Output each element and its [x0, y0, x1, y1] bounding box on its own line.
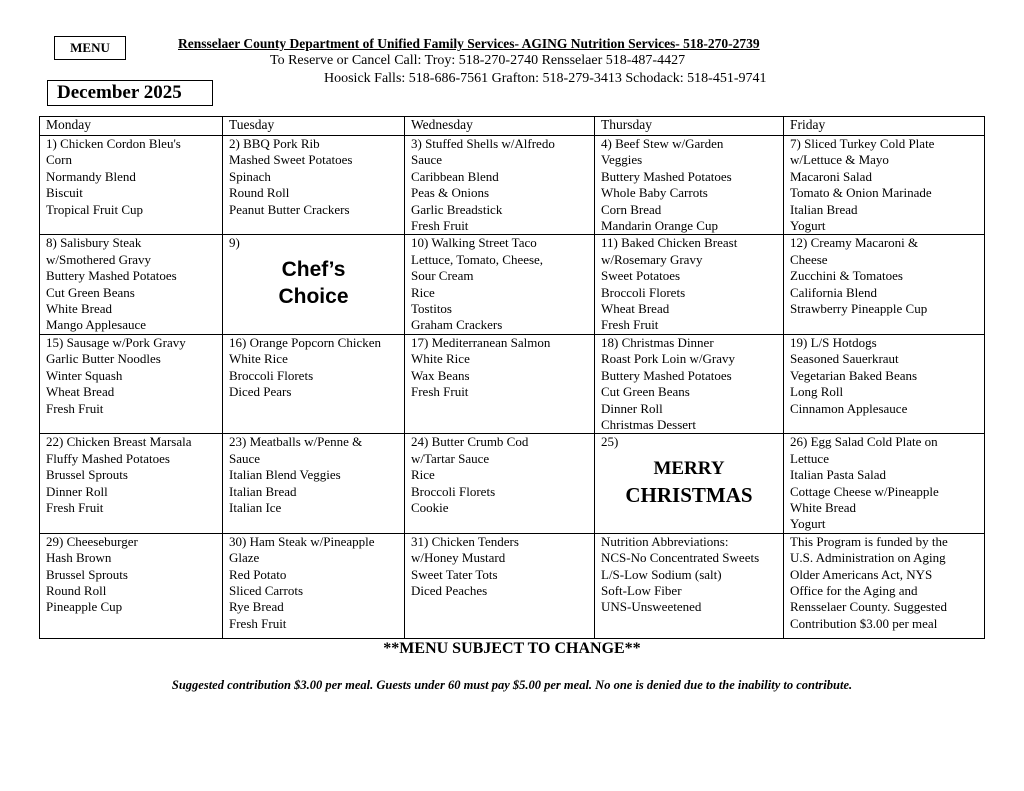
menu-item-line: 7) Sliced Turkey Cold Plate: [790, 136, 935, 151]
day-cell: [223, 136, 405, 235]
menu-item-line: Wheat Bread: [601, 301, 670, 317]
menu-item-line: Broccoli Florets: [229, 367, 314, 383]
menu-item-line: White Rice: [229, 351, 288, 367]
menu-item-line: Buttery Mashed Potatoes: [601, 168, 732, 184]
menu-item-line: Brussel Sprouts: [46, 467, 128, 483]
day-cell: [40, 533, 223, 638]
day-cell: [595, 434, 784, 533]
menu-item-line: Buttery Mashed Potatoes: [46, 268, 177, 284]
chefs-choice-line: Chef’s: [281, 257, 346, 281]
menu-item-line: Sweet Potatoes: [601, 268, 681, 284]
day-cell: [784, 334, 985, 433]
menu-item-line: 10) Walking Street Taco: [411, 235, 537, 251]
week-row: [40, 434, 985, 533]
day-cell: [40, 334, 223, 433]
menu-item-line: Glaze: [229, 550, 260, 566]
menu-item-line: Veggies: [601, 152, 643, 168]
menu-item-line: 19) L/S Hotdogs: [790, 334, 877, 350]
day-cell: [405, 434, 595, 533]
menu-item-line: w/Tartar Sauce: [411, 450, 490, 466]
menu-item-line: Biscuit: [46, 185, 83, 201]
chefs-choice-label: [229, 256, 404, 310]
menu-item-line: w/Smothered Gravy: [46, 251, 152, 267]
menu-item-line: Broccoli Florets: [411, 483, 496, 499]
menu-item-line: w/Honey Mustard: [411, 550, 506, 566]
menu-item-line: Caribbean Blend: [411, 168, 499, 184]
menu-item-line: Normandy Blend: [46, 168, 136, 184]
menu-calendar: [39, 116, 985, 639]
menu-item-line: 18) Christmas Dinner: [601, 334, 714, 350]
merry-christmas-line: CHRISTMAS: [625, 482, 753, 507]
chefs-choice-line: Choice: [278, 284, 349, 308]
menu-item-line: Cookie: [411, 499, 449, 515]
menu-item-line: Mashed Sweet Potatoes: [229, 152, 353, 168]
menu-item-line: Macaroni Salad: [790, 168, 872, 184]
menu-item-line: 15) Sausage w/Pork Gravy: [46, 334, 186, 350]
menu-item-line: Cinnamon Applesauce: [790, 400, 908, 416]
menu-item-line: Seasoned Sauerkraut: [790, 351, 899, 367]
menu-item-line: Italian Bread: [229, 483, 297, 499]
menu-item-line: L/S-Low Sodium (salt): [601, 566, 722, 582]
menu-item-line: White Bread: [790, 499, 857, 515]
contribution-footer: Suggested contribution $3.00 per meal. Guests under 60 must pay $5.00 per meal. No one is denied due to the inability to contribute.: [171, 678, 853, 692]
menu-item-line: Corn: [46, 152, 72, 168]
day-cell: [223, 235, 405, 334]
menu-item-line: Tropical Fruit Cup: [46, 201, 144, 217]
weekday-wednesday: Wednesday: [405, 117, 595, 136]
menu-item-line: 30) Ham Steak w/Pineapple: [229, 533, 375, 549]
menu-item-line: 8) Salisbury Steak: [46, 235, 142, 251]
menu-item-line: Sour Cream: [411, 268, 474, 284]
menu-item-line: 26) Egg Salad Cold Plate on: [790, 434, 938, 450]
menu-item-line: This Program is funded by the: [790, 533, 948, 549]
day-cell: [405, 235, 595, 334]
menu-item-line: Christmas Dessert: [601, 416, 696, 432]
day-cell: [223, 533, 405, 638]
menu-item-line: Italian Pasta Salad: [790, 467, 887, 483]
menu-item-line: Strawberry Pineapple Cup: [790, 301, 928, 317]
menu-item-line: Roast Pork Loin w/Gravy: [601, 351, 735, 367]
menu-item-line: Wheat Bread: [46, 384, 115, 400]
day-cell: [223, 434, 405, 533]
menu-item-line: Lettuce, Tomato, Cheese,: [411, 251, 544, 267]
merry-christmas-line: MERRY: [653, 457, 725, 479]
menu-item-line: 29) Cheeseburger: [46, 533, 138, 549]
menu-item-line: Dinner Roll: [46, 483, 108, 499]
day-cell: [595, 334, 784, 433]
day-cell: [595, 533, 784, 638]
menu-item-line: Yogurt: [790, 516, 826, 532]
menu-label: MENU: [54, 36, 126, 60]
day-cell: [784, 136, 985, 235]
menu-item-line: w/Lettuce & Mayo: [790, 152, 889, 168]
merry-christmas-label: [601, 455, 783, 509]
menu-item-line: White Rice: [411, 351, 470, 367]
menu-item-line: Peanut Butter Crackers: [229, 201, 350, 217]
day-cell: [223, 334, 405, 433]
day-cell: [784, 235, 985, 334]
menu-item-line: Nutrition Abbreviations:: [601, 533, 729, 549]
menu-item-line: Whole Baby Carrots: [601, 185, 708, 201]
menu-item-line: Winter Squash: [46, 367, 123, 383]
week-row: [40, 533, 985, 638]
week-row: [40, 235, 985, 334]
menu-item-line: Round Roll: [46, 582, 107, 598]
day-cell: [40, 235, 223, 334]
day-cell: [405, 334, 595, 433]
menu-item-line: 9): [229, 235, 240, 251]
weekday-tuesday: Tuesday: [223, 117, 405, 136]
menu-item-line: 16) Orange Popcorn Chicken: [229, 334, 381, 350]
menu-item-line: 25): [601, 434, 619, 450]
menu-item-line: Cut Green Beans: [601, 384, 690, 400]
menu-item-line: Dinner Roll: [601, 400, 663, 416]
menu-item-line: Graham Crackers: [411, 317, 503, 333]
menu-item-line: Broccoli Florets: [601, 284, 686, 300]
week-row: [40, 334, 985, 433]
menu-item-line: 3) Stuffed Shells w/Alfredo: [411, 136, 555, 151]
day-cell: [784, 434, 985, 533]
header-reserve-phones: To Reserve or Cancel Call: Troy: 518-270-2740 Rensselaer 518-487-4427: [270, 53, 686, 68]
menu-item-line: Older Americans Act, NYS: [790, 566, 933, 582]
header-department: Rensselaer County Department of Unified Family Services- AGING Nutrition Services- 518-270-2739: [178, 36, 760, 51]
weekday-thursday: Thursday: [595, 117, 784, 136]
menu-item-line: Fluffy Mashed Potatoes: [46, 450, 170, 466]
menu-item-line: 1) Chicken Cordon Bleu's: [46, 136, 181, 151]
menu-item-line: Italian Ice: [229, 499, 282, 515]
menu-item-line: U.S. Administration on Aging: [790, 550, 946, 566]
menu-item-line: 11) Baked Chicken Breast: [601, 235, 738, 251]
menu-item-line: Buttery Mashed Potatoes: [601, 367, 732, 383]
menu-item-line: Rensselaer County. Suggested: [790, 599, 947, 615]
menu-item-line: w/Rosemary Gravy: [601, 251, 703, 267]
menu-item-line: Fresh Fruit: [46, 400, 104, 416]
menu-item-line: Sauce: [411, 152, 443, 168]
menu-item-line: UNS-Unsweetened: [601, 599, 702, 615]
day-cell: [40, 434, 223, 533]
menu-item-line: Tomato & Onion Marinade: [790, 185, 932, 201]
menu-item-line: Mango Applesauce: [46, 317, 147, 333]
menu-item-line: 4) Beef Stew w/Garden: [601, 136, 724, 151]
menu-item-line: Diced Pears: [229, 384, 292, 400]
menu-item-line: Diced Peaches: [411, 582, 488, 598]
menu-item-line: NCS-No Concentrated Sweets: [601, 550, 760, 566]
menu-item-line: Zucchini & Tomatoes: [790, 268, 903, 284]
day-cell: [405, 533, 595, 638]
menu-item-line: Cut Green Beans: [46, 284, 135, 300]
menu-item-line: Lettuce: [790, 450, 829, 466]
menu-item-line: Brussel Sprouts: [46, 566, 128, 582]
menu-item-line: Contribution $3.00 per meal: [790, 615, 938, 631]
menu-item-line: 17) Mediterranean Salmon: [411, 334, 551, 350]
weekday-friday: Friday: [784, 117, 985, 136]
day-cell: [595, 136, 784, 235]
week-row: [40, 136, 985, 235]
menu-item-line: Cottage Cheese w/Pineapple: [790, 483, 939, 499]
menu-item-line: White Bread: [46, 301, 113, 317]
menu-item-line: Garlic Butter Noodles: [46, 351, 161, 367]
menu-item-line: Yogurt: [790, 218, 826, 234]
menu-item-line: Fresh Fruit: [46, 499, 104, 515]
menu-item-line: Italian Blend Veggies: [229, 467, 341, 483]
menu-item-line: Soft-Low Fiber: [601, 582, 682, 598]
day-cell: [405, 136, 595, 235]
day-cell: [40, 136, 223, 235]
menu-item-line: Garlic Breadstick: [411, 201, 503, 217]
weekday-monday: Monday: [40, 117, 223, 136]
menu-item-line: Fresh Fruit: [601, 317, 659, 333]
menu-item-line: 22) Chicken Breast Marsala: [46, 434, 192, 450]
header-site-phones: Hoosick Falls: 518-686-7561 Grafton: 518-279-3413 Schodack: 518-451-9741: [324, 71, 767, 86]
menu-item-line: Pineapple Cup: [46, 599, 123, 615]
day-cell: [595, 235, 784, 334]
menu-item-line: 31) Chicken Tenders: [411, 533, 519, 549]
day-cell: [784, 533, 985, 638]
month-title: December 2025: [47, 80, 213, 106]
menu-item-line: 23) Meatballs w/Penne &: [229, 434, 363, 450]
menu-item-line: Round Roll: [229, 185, 290, 201]
menu-item-line: California Blend: [790, 284, 878, 300]
menu-item-line: Vegetarian Baked Beans: [790, 367, 918, 383]
menu-item-line: Peas & Onions: [411, 185, 489, 201]
menu-item-line: Rice: [411, 467, 435, 483]
menu-subject-to-change: **MENU SUBJECT TO CHANGE**: [383, 640, 641, 657]
menu-item-line: 24) Butter Crumb Cod: [411, 434, 529, 450]
menu-item-line: Fresh Fruit: [411, 384, 469, 400]
menu-item-line: Sweet Tater Tots: [411, 566, 498, 582]
menu-item-line: 2) BBQ Pork Rib: [229, 136, 320, 151]
menu-item-line: Tostitos: [411, 301, 452, 317]
menu-item-line: Cheese: [790, 251, 828, 267]
menu-item-line: Mandarin Orange Cup: [601, 218, 718, 234]
menu-item-line: Corn Bread: [601, 201, 662, 217]
menu-item-line: Long Roll: [790, 384, 844, 400]
menu-item-line: Italian Bread: [790, 201, 858, 217]
menu-item-line: Sliced Carrots: [229, 582, 304, 598]
weekday-header-row: [40, 117, 985, 136]
menu-item-line: Fresh Fruit: [229, 615, 287, 631]
menu-item-line: 12) Creamy Macaroni &: [790, 235, 919, 251]
menu-item-line: Rye Bread: [229, 599, 284, 615]
menu-item-line: Sauce: [229, 450, 261, 466]
menu-item-line: Rice: [411, 284, 435, 300]
menu-item-line: Red Potato: [229, 566, 287, 582]
menu-item-line: Fresh Fruit: [411, 218, 469, 234]
menu-item-line: Spinach: [229, 168, 271, 184]
menu-item-line: Office for the Aging and: [790, 582, 918, 598]
menu-item-line: Wax Beans: [411, 367, 470, 383]
menu-item-line: Hash Brown: [46, 550, 112, 566]
